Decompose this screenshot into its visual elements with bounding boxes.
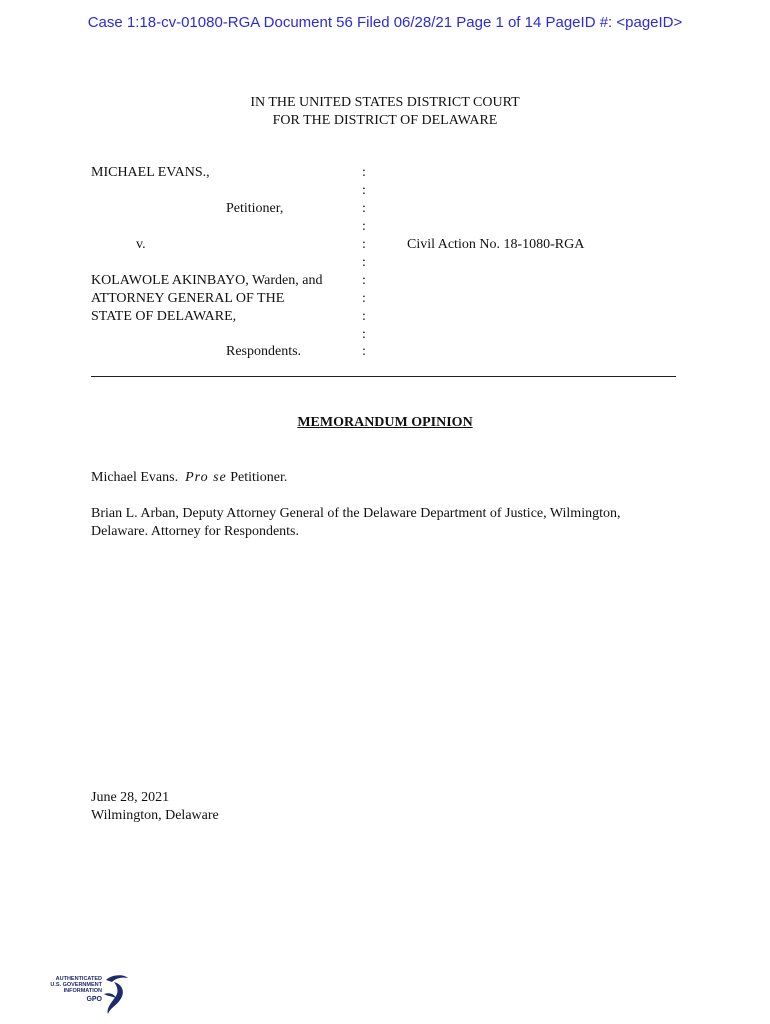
opinion-date: June 28, 2021 <box>91 790 170 805</box>
caption-colon: : <box>362 183 366 198</box>
petitioner-counsel-role: Petitioner. <box>230 470 288 485</box>
caption-colon: : <box>362 291 366 306</box>
caption-colon: : <box>362 273 366 288</box>
logo-mark: GPO <box>86 996 102 1003</box>
caption-colon: : <box>362 237 366 252</box>
respondent-line-2: ATTORNEY GENERAL OF THE <box>91 291 285 306</box>
caption-colon: : <box>362 201 366 216</box>
versus: v. <box>136 237 146 252</box>
petitioner-counsel <box>91 469 681 487</box>
caption-divider <box>91 376 676 377</box>
civil-action-number: Civil Action No. 18-1080-RGA <box>407 237 585 252</box>
logo-line-2: U.S. GOVERNMENT <box>50 982 102 988</box>
caption-colon: : <box>362 219 366 234</box>
petitioner-name: MICHAEL EVANS., <box>91 165 210 180</box>
logo-line-1: AUTHENTICATED <box>55 976 102 982</box>
respondent-role: Respondents. <box>226 344 302 359</box>
logo-line-3: INFORMATION <box>63 988 102 994</box>
respondent-counsel: Brian L. Arban, Deputy Attorney General of the Delaware Department of Justice, Wilmington, Delaware. Attorney for Respondents. <box>91 506 621 539</box>
pro-se-label: Pro se <box>185 470 227 485</box>
petitioner-counsel-name: Michael Evans. <box>91 470 179 485</box>
court-name-line1: IN THE UNITED STATES DISTRICT COURT <box>250 95 520 110</box>
caption-colon: : <box>362 309 366 324</box>
opinion-place: Wilmington, Delaware <box>91 808 219 823</box>
respondent-line-3: STATE OF DELAWARE, <box>91 309 237 324</box>
caption-colon: : <box>362 327 366 342</box>
caption-colon: : <box>362 165 366 180</box>
petitioner-role: Petitioner, <box>226 201 284 216</box>
caption-colon: : <box>362 344 366 359</box>
gpo-authentication-logo <box>46 972 130 1018</box>
court-name-line2: FOR THE DISTRICT OF DELAWARE <box>272 113 498 128</box>
gpo-eagle-icon <box>102 972 130 1018</box>
caption-colon: : <box>362 255 366 270</box>
ecf-header-stamp: Case 1:18-cv-01080-RGA Document 56 Filed 06/28/21 Page 1 of 14 PageID #: <pageID> <box>87 14 683 31</box>
document-title: MEMORANDUM OPINION <box>297 415 473 430</box>
logo-text <box>46 976 102 994</box>
respondent-line-1: KOLAWOLE AKINBAYO, Warden, and <box>91 273 323 288</box>
